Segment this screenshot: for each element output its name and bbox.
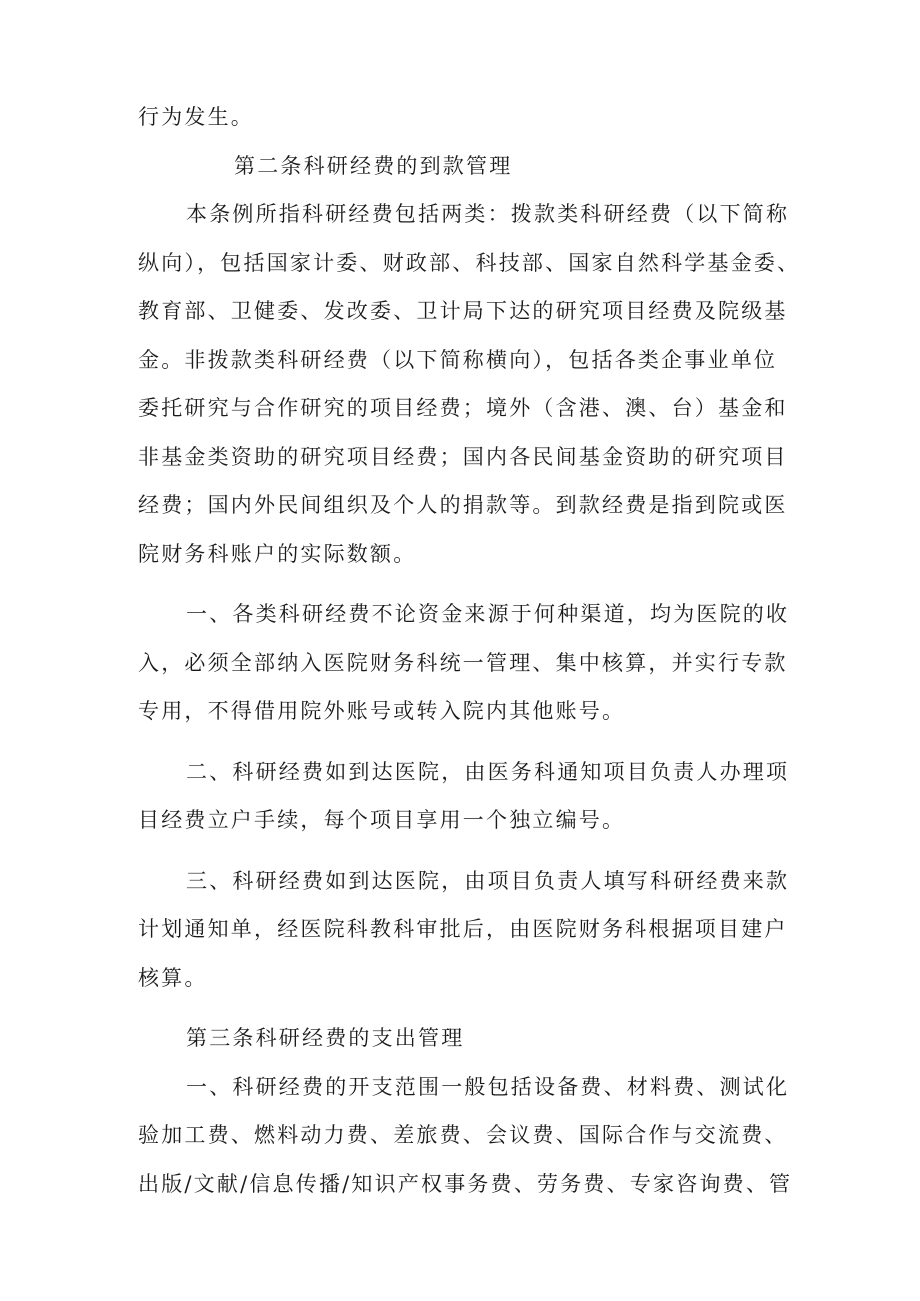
text-line: 核算。: [138, 965, 208, 990]
text-line: 委托研究与合作研究的项目经费；境外（含港、澳、台）基金和: [138, 396, 788, 420]
text-line: 出版/文献/信息传播/知识产权事务费、劳务费、专家咨询费、管: [138, 1171, 793, 1196]
section-heading: 第三条科研经费的支出管理: [186, 1026, 465, 1050]
text-line: 院财务科账户的实际数额。: [138, 541, 417, 566]
text-line: 纵向），包括国家计委、财政部、科技部、国家自然科学基金委、: [138, 250, 801, 275]
text-line: 二、科研经费如到达医院，由医务科通知项目负责人办理项: [186, 759, 790, 784]
text-line: 一、各类科研经费不论资金来源于何种渠道，均为医院的收: [186, 602, 790, 626]
text-line: 金。非拨款类科研经费（以下简称横向），包括各类企事业单位: [138, 347, 778, 372]
text-line: 验加工费、燃料动力费、差旅费、会议费、国际合作与交流费、: [138, 1123, 788, 1147]
text-line: 非基金类资助的研究项目经费；国内各民间基金资助的研究项目: [138, 444, 788, 469]
text-line: 入，必须全部纳入医院财务科统一管理、集中核算，并实行专款: [138, 650, 788, 675]
text-line: 目经费立户手续，每个项目享用一个独立编号。: [138, 808, 626, 832]
text-line: 一、科研经费的开支范围一般包括设备费、材料费、测试化: [186, 1074, 790, 1099]
text-line: 经费；国内外民间组织及个人的捐款等。到款经费是指到院或医: [138, 493, 788, 517]
text-line: 教育部、卫健委、发改委、卫计局下达的研究项目经费及院级基: [138, 299, 788, 323]
text-line: 行为发生。: [138, 105, 254, 129]
text-line: 计划通知单，经医院科教科审批后，由医院财务科根据项目建户: [138, 917, 788, 941]
section-heading: 第二条科研经费的到款管理: [234, 153, 513, 178]
document-body: [138, 93, 818, 1208]
text-line: 三、科研经费如到达医院，由项目负责人填写科研经费来款: [186, 868, 790, 893]
text-line: 专用，不得借用院外账号或转入院内其他账号。: [138, 699, 626, 723]
text-line: 本条例所指科研经费包括两类：拨款类科研经费（以下简称: [186, 202, 790, 226]
